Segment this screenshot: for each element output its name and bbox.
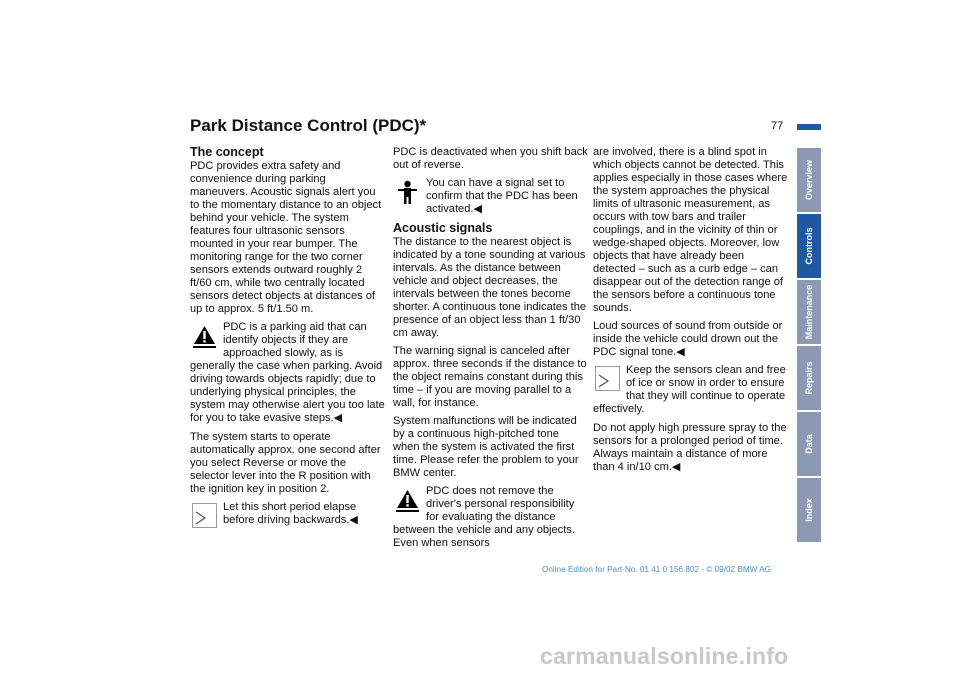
column-2 xyxy=(393,146,588,556)
service-text: You can have a signal set to confirm that the PDC has been activated.◀ xyxy=(426,177,578,215)
warning-note xyxy=(393,485,588,550)
tab-label: Index xyxy=(804,498,814,522)
tip-text: Let this short period elapse before driving backwards.◀ xyxy=(223,501,358,526)
paragraph: PDC provides extra safety and convenience during parking maneuvers. Acoustic signals alert you to the momentary distance to an object behind your vehicle. The system features four ultrasonic sensors mounted in your rear bumper. The monitoring range for the two corner sensors extends outward roughly 2 ft/60 cm, while two centrally located sensors detect objects at distances of up to approx. 5 ft/1.50 m. xyxy=(190,160,382,315)
tab-label: Repairs xyxy=(804,361,814,395)
paragraph: The system starts to operate automatically approx. one second after you select Reverse or move the selector lever into the R position with the ignition key in position 2. xyxy=(190,431,381,495)
tip-check-icon xyxy=(595,366,620,392)
warning-triangle-icon xyxy=(395,487,420,513)
paragraph: are involved, there is a blind spot in which objects cannot be detected. This applies especially in those cases where the system approaches the physical limits of ultrasonic measurement, as occurs with tow bars and trailer couplings, and in the vicinity of thin or wedge-shaped objects. Moreover, low objects that have already been detected – such as a curb edge – can disappear out of the detection range of the sensors before a continuous tone sounds. xyxy=(593,146,788,314)
warning-triangle-icon xyxy=(192,323,217,349)
service-note xyxy=(393,177,588,216)
service-mechanic-icon xyxy=(395,179,420,205)
warning-text: PDC is a parking aid that can identify objects if they are approached slowly, as is generally the case when parking. Avoid driving towards objects rapidly; due to underlying physical principles, the system may otherwise alert you too late for you to take evasive steps.◀ xyxy=(190,321,385,424)
page-title: Park Distance Control (PDC)* xyxy=(190,116,427,135)
tip-text: Keep the sensors clean and free of ice or snow in order to ensure that they will continue to operate effectively. xyxy=(593,364,786,415)
tip-note xyxy=(593,364,788,416)
paragraph: Do not apply high pressure spray to the sensors for a prolonged period of time. Always maintain a distance of more than 4 in/10 cm.◀ xyxy=(593,422,787,473)
tab-label: Maintenance xyxy=(804,284,814,340)
paragraph: PDC is deactivated when you shift back out of reverse. xyxy=(393,146,588,171)
column-3 xyxy=(593,146,788,479)
paragraph: System malfunctions will be indicated by a continuous high-pitched tone when the system is activated the first time. Please refer the problem to your BMW center. xyxy=(393,415,579,479)
section-heading-acoustic: Acoustic signals xyxy=(393,221,493,235)
paragraph: Loud sources of sound from outside or inside the vehicle could drown out the PDC signal tone.◀ xyxy=(593,320,783,358)
tip-note xyxy=(190,501,385,527)
warning-text: PDC does not remove the driver's personal responsibility for evaluating the distance between the vehicle and any objects. Even when sensors xyxy=(393,485,575,549)
page-number: 77 xyxy=(771,120,784,132)
tab-label: Overview xyxy=(804,159,814,201)
page-number-bar xyxy=(797,124,821,130)
section-heading-concept: The concept xyxy=(190,145,264,159)
tab-maintenance[interactable] xyxy=(797,280,821,344)
tab-controls[interactable] xyxy=(797,214,821,278)
paragraph: The distance to the nearest object is indicated by a tone sounding at various intervals. As the distance between vehicle and object decreases, the intervals between the tones become shorter. A continuous tone indicates the presence of an object less than 1 ft/30 cm away. xyxy=(393,236,587,339)
tab-repairs[interactable] xyxy=(797,346,821,410)
footer-edition-link[interactable]: Online Edition for Part-No. 01 41 0 156 802 - © 09/02 BMW AG xyxy=(542,565,772,574)
column-1 xyxy=(190,146,385,533)
tab-label: Controls xyxy=(804,227,814,265)
watermark: carmanualsonline.info xyxy=(540,643,789,669)
section-tabs xyxy=(797,148,821,544)
tab-data[interactable] xyxy=(797,412,821,476)
tip-check-icon xyxy=(192,503,217,529)
warning-note xyxy=(190,321,385,425)
tab-index[interactable] xyxy=(797,478,821,542)
paragraph: The warning signal is canceled after approx. three seconds if the distance to the object remains constant during this time – if you are moving parallel to a wall, for instance. xyxy=(393,345,587,409)
tab-label: Data xyxy=(804,434,814,454)
tab-overview[interactable] xyxy=(797,148,821,212)
